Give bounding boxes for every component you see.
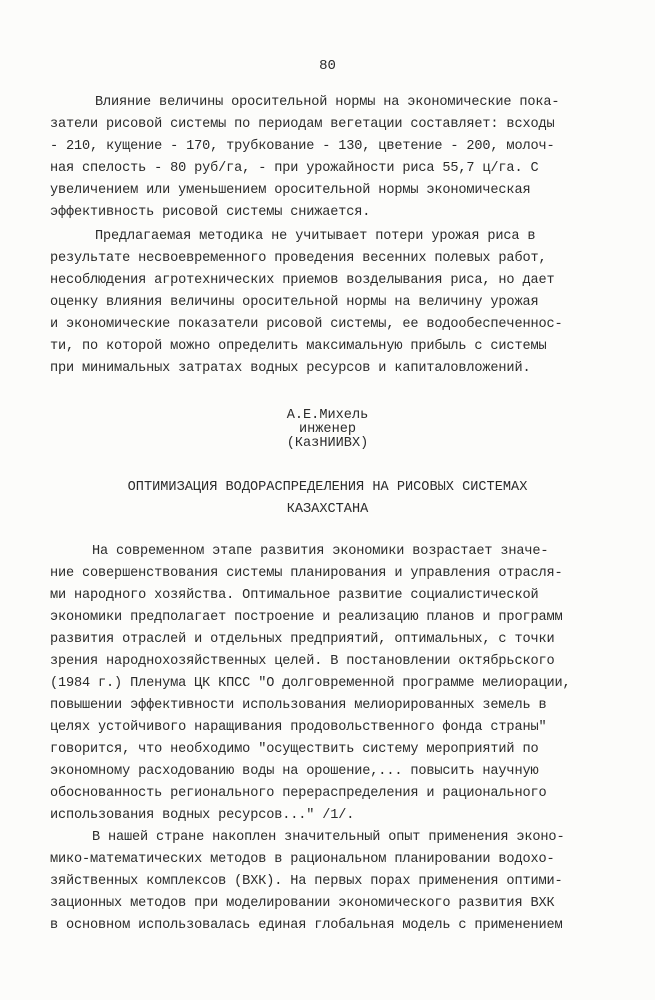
text-line: ние совершенствования системы планирования и управления отрасля- [50,566,563,581]
page-number: 80 [319,58,336,74]
text-line: целях устойчивого наращивания продовольственного фонда страны" [50,720,547,735]
text-line: зяйственных комплексов (ВХК). На первых порах применения оптими- [50,874,563,889]
text-line: говорится, что необходимо "осуществить систему мероприятий по [50,742,539,757]
text-line: ми народного хозяйства. Оптимальное развитие социалистической [50,588,539,603]
text-line: На современном этапе развития экономики возрастает значе- [92,544,549,559]
text-line: экономики предполагает построение и реализацию планов и программ [50,610,563,625]
text-line: развития отраслей и отдельных предприятий, оптимальных, с точки [50,632,555,647]
text-line: и экономические показатели рисовой системы, ее водообеспеченнос- [50,317,563,332]
text-line: результате несвоевременного проведения весенних полевых работ, [50,251,547,266]
text-line: увеличением или уменьшением оросительной нормы экономическая [50,183,531,198]
author-affiliation: (КазНИИВХ) [286,436,369,451]
text-line: затели рисовой системы по периодам вегетации составляет: всходы [50,117,555,132]
author-name: А.Е.Михель [286,408,369,423]
text-line: использования водных ресурсов..." /1/. [50,808,355,823]
text-line: экономному расходованию воды на орошение,... повысить научную [50,764,539,779]
text-line: зрения народнохозяйственных целей. В постановлении октябрьского [50,654,555,669]
text-line: В нашей стране накоплен значительный опыт применения эконо- [92,830,565,845]
text-line: в основном использовалась единая глобальная модель с применением [50,918,563,933]
text-line: (1984 г.) Пленума ЦК КПСС "О долговременной программе мелиорации, [50,676,571,691]
text-line: обоснованность регионального перераспределения и рационального [50,786,547,801]
text-line: несоблюдения агротехнических приемов возделывания риса, но дает [50,273,555,288]
text-line: оценку влияния величины оросительной нормы на величину урожая [50,295,539,310]
text-line: Предлагаемая методика не учитывает потери урожая риса в [95,229,536,244]
text-line: эффективность рисовой системы снижается. [50,205,371,220]
text-line: мико-математических методов в рациональном планировании водохо- [50,852,555,867]
text-line: повышении эффективности использования мелиорированных земель в [50,698,547,713]
article-title: ОПТИМИЗАЦИЯ ВОДОРАСПРЕДЕЛЕНИЯ НА РИСОВЫХ СИСТЕМАХ [127,480,528,495]
article-title: КАЗАХСТАНА [286,502,369,517]
text-line: ная спелость - 80 руб/га, - при урожайности риса 55,7 ц/га. С [50,161,539,176]
text-line: ти, по которой можно определить максимальную прибыль с системы [50,339,547,354]
text-line: при минимальных затратах водных ресурсов и капиталовложений. [50,361,531,376]
text-line: - 210, кущение - 170, трубкование - 130, цветение - 200, молоч- [50,139,555,154]
text-line: зационных методов при моделировании экономического развития ВХК [50,896,555,911]
author-position: инженер [298,422,357,437]
text-line: Влияние величины оросительной нормы на экономические пока- [95,95,560,110]
